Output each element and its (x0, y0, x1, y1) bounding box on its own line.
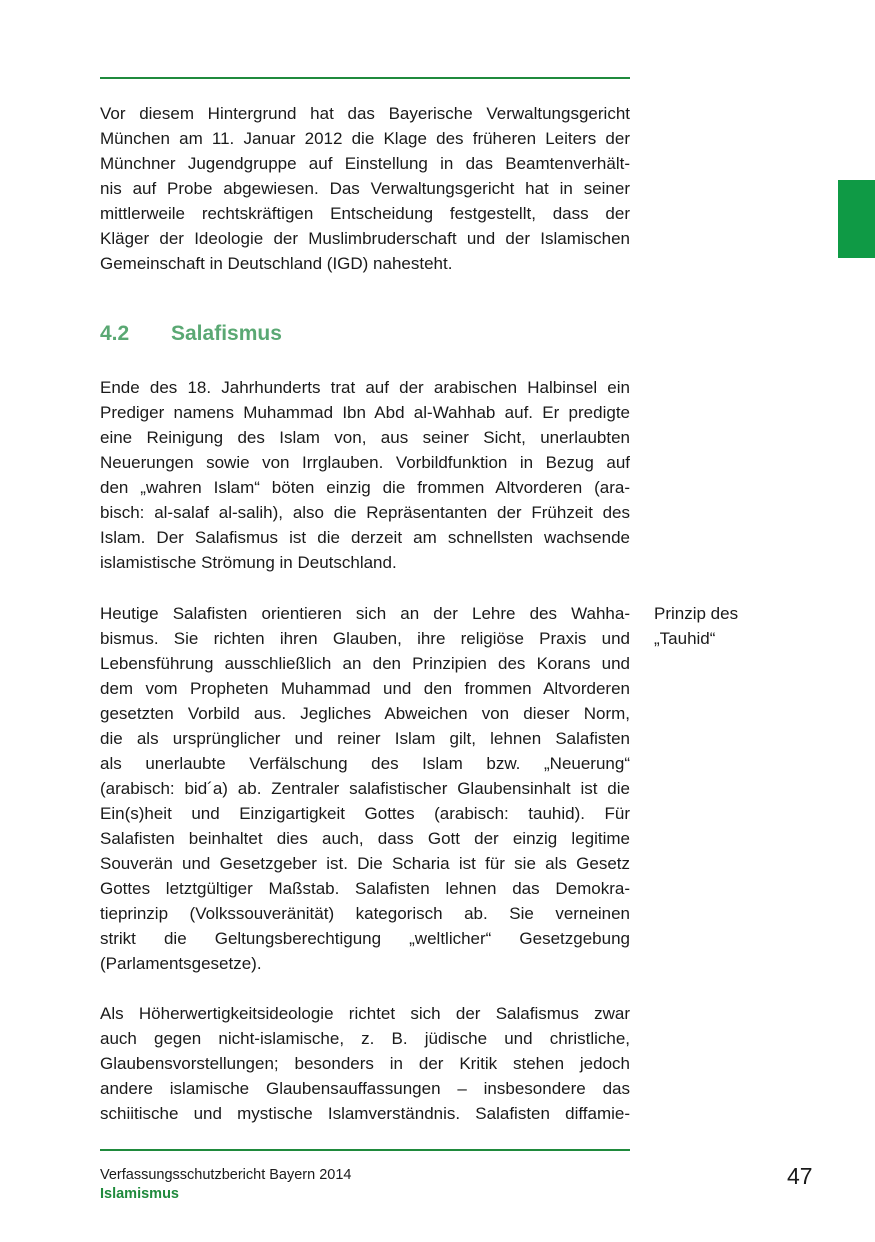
text-line: Als Höherwertigkeitsideologie richtet sich der Salafismus zwar (100, 1004, 630, 1023)
text-line: nis auf Probe abgewiesen. Das Verwaltungsgericht hat in seiner (100, 179, 630, 198)
text-line: Souverän und Gesetzgeber ist. Die Scharia ist für sie als Gesetz (100, 854, 630, 873)
text-line: Glaubensvorstellungen; besonders in der Kritik stehen jedoch (100, 1054, 630, 1073)
text-line: Heutige Salafisten orientieren sich an der Lehre des Wahha- (100, 604, 630, 623)
text-line: den „wahren Islam“ böten einzig die frommen Altvorderen (ara- (100, 478, 630, 497)
paragraph-ideology (100, 1001, 630, 1126)
text-line: Islam. Der Salafismus ist die derzeit am schnellsten wachsende (100, 528, 630, 547)
text-line: Ende des 18. Jahrhunderts trat auf der arabischen Halbinsel ein (100, 378, 630, 397)
footer-title: Verfassungsschutzbericht Bayern 2014 (100, 1167, 352, 1183)
text-line: andere islamische Glaubensauffassungen – insbesondere das (100, 1079, 630, 1098)
text-line: islamistische Strömung in Deutschland. (100, 553, 397, 572)
text-line: dem vom Propheten Muhammad und den frommen Altvorderen (100, 679, 630, 698)
text-line: mittlerweile rechtskräftigen Entscheidung festgestellt, dass der (100, 204, 630, 223)
text-line: Münchner Jugendgruppe auf Einstellung in das Beamtenverhält- (100, 154, 630, 173)
section-title: Salafismus (171, 322, 282, 345)
text-line: strikt die Geltungsberechtigung „weltlicher“ Gesetzgebung (100, 929, 630, 948)
text-line: schiitische und mystische Islamverständnis. Salafisten diffamie- (100, 1104, 630, 1123)
text-line: gesetzten Vorbild aus. Jegliches Abweichen von dieser Norm, (100, 704, 630, 723)
text-line: Neuerungen sowie von Irrglauben. Vorbildfunktion in Bezug auf (100, 453, 630, 472)
chapter-side-tab (838, 180, 875, 258)
text-line: eine Reinigung des Islam von, aus seiner Sicht, unerlaubten (100, 428, 630, 447)
margin-note (654, 601, 738, 651)
text-line: (Parlamentsgesetze). (100, 954, 262, 973)
text-line: Lebensführung ausschließlich an den Prinzipien des Korans und (100, 654, 630, 673)
text-line: Kläger der Ideologie der Muslimbruderschaft und der Islamischen (100, 229, 630, 248)
text-line: Vor diesem Hintergrund hat das Bayerische Verwaltungsgericht (100, 104, 630, 123)
section-heading (100, 322, 282, 346)
text-line: Ein(s)heit und Einzigartigkeit Gottes (arabisch: tauhid). Für (100, 804, 630, 823)
text-line: München am 11. Januar 2012 die Klage des früheren Leiters der (100, 129, 630, 148)
text-line: tieprinzip (Volkssouveränität) kategorisch ab. Sie verneinen (100, 904, 630, 923)
text-line: bisch: al-salaf al-salih), also die Repräsentanten der Frühzeit des (100, 503, 630, 522)
section-number: 4.2 (100, 322, 130, 345)
top-rule (100, 77, 630, 79)
text-line: auch gegen nicht-islamische, z. B. jüdische und christliche, (100, 1029, 630, 1048)
page-number: 47 (787, 1163, 813, 1189)
text-line: bismus. Sie richten ihren Glauben, ihre religiöse Praxis und (100, 629, 630, 648)
margin-note-line: „Tauhid“ (654, 629, 716, 648)
text-line: die als ursprünglicher und reiner Islam gilt, lehnen Salafisten (100, 729, 630, 748)
bottom-rule (100, 1149, 630, 1151)
paragraph-origin (100, 375, 630, 575)
text-line: Prediger namens Muhammad Ibn Abd al-Wahhab auf. Er predigte (100, 403, 630, 422)
margin-note-line: Prinzip des (654, 604, 739, 623)
paragraph-verwaltungsgericht (100, 101, 630, 276)
footer-subtitle: Islamismus (100, 1186, 179, 1202)
paragraph-wahhabism (100, 601, 630, 976)
text-line: Salafisten beinhaltet dies auch, dass Gott der einzig legitime (100, 829, 630, 848)
text-line: Gottes letztgültiger Maßstab. Salafisten lehnen das Demokra- (100, 879, 630, 898)
text-line: als unerlaubte Verfälschung des Islam bzw. „Neuerung“ (100, 754, 630, 773)
text-line: Gemeinschaft in Deutschland (IGD) nahesteht. (100, 254, 453, 273)
text-line: (arabisch: bid´a) ab. Zentraler salafistischer Glaubensinhalt ist die (100, 779, 630, 798)
